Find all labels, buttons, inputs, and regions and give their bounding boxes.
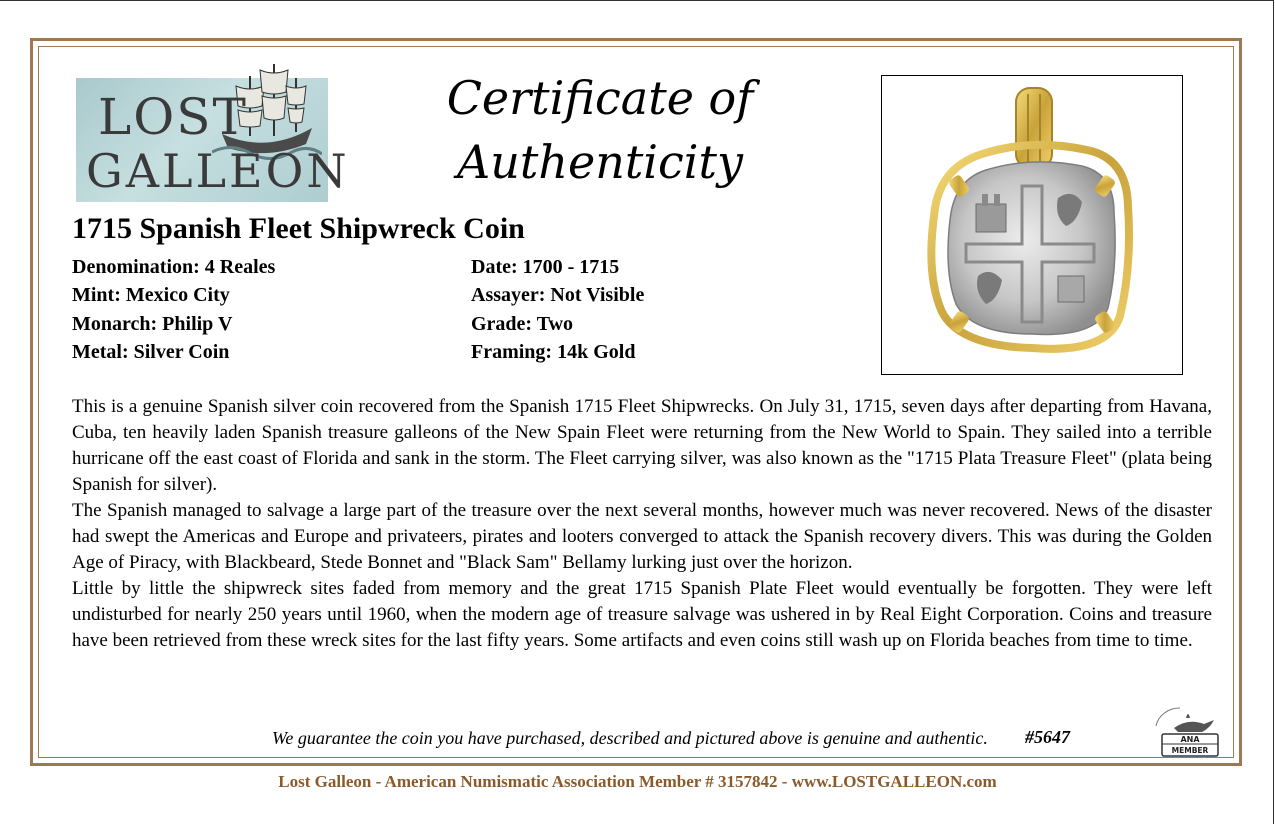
spec-monarch: Monarch: Philip V <box>72 313 233 335</box>
coin-pendant-image <box>882 76 1182 374</box>
history-text <box>72 394 1212 654</box>
guarantee-statement: We guarantee the coin you have purchased, described and pictured above is genuine and authentic. <box>272 728 988 748</box>
history-paragraph-3: Little by little the shipwreck sites faded from memory and the great 1715 Spanish Plate Fleet would eventually be forgotten. They were left undisturbed for nearly 250 years until 1960, when the modern age of treasure salvage was ushered in by Real Eight Corporation. Coins and treasure have been retrieved from these wreck sites for the last fifty years. Some artifacts and even coins still wash up on Florida beaches from time to time. <box>72 578 1212 651</box>
lost-galleon-logo <box>76 78 350 202</box>
history-paragraph-1: This is a genuine Spanish silver coin recovered from the Spanish 1715 Fleet Shipwrecks. On July 31, 1715, seven days after departing from Havana, Cuba, ten heavily laden Spanish treasure galleons of the New Spain Fleet were returning from the New World to Spain. They sailed into a terrible hurricane off the east coast of Florida and sank in the storm. The Fleet carrying silver, was also known as the "1715 Plata Treasure Fleet" (plata being Spanish for silver). <box>72 396 1212 495</box>
ana-badge-top: ANA <box>1180 735 1200 744</box>
history-paragraph-2: The Spanish managed to salvage a large part of the treasure over the next several months, however much was never recovered. News of the disaster had swept the Americas and Europe and privateers, pirates and looters converged to attack the Spanish recovery divers. This was during the Golden Age of Piracy, with Blackbeard, Stede Bonnet and "Black Sam" Bellamy lurking just over the horizon. <box>72 500 1212 573</box>
spec-assayer: Assayer: Not Visible <box>471 284 645 306</box>
coin-title: 1715 Spanish Fleet Shipwreck Coin <box>72 212 525 245</box>
logo-text-galleon: GALLEON <box>86 144 350 198</box>
spec-denomination: Denomination: 4 Reales <box>72 256 276 278</box>
certificate-title <box>440 66 760 194</box>
logo-text-lost: LOST <box>98 88 248 146</box>
certificate-title-line1: Certificate of <box>446 71 754 125</box>
certificate-title-line2: Authenticity <box>457 135 743 189</box>
spec-framing: Framing: 14k Gold <box>471 341 636 363</box>
spec-grade: Grade: Two <box>471 313 574 335</box>
footer-text: Lost Galleon - American Numismatic Association Member # 3157842 - www.LOSTGALLEON.com <box>278 772 997 791</box>
spec-metal: Metal: Silver Coin <box>72 341 230 363</box>
ana-lamp-icon <box>1150 704 1226 760</box>
spec-date: Date: 1700 - 1715 <box>471 256 620 278</box>
coin-photo <box>881 75 1183 375</box>
spec-mint: Mint: Mexico City <box>72 284 230 306</box>
certificate-number: #5647 <box>1025 727 1070 747</box>
ana-badge-bottom: MEMBER <box>1171 746 1209 755</box>
